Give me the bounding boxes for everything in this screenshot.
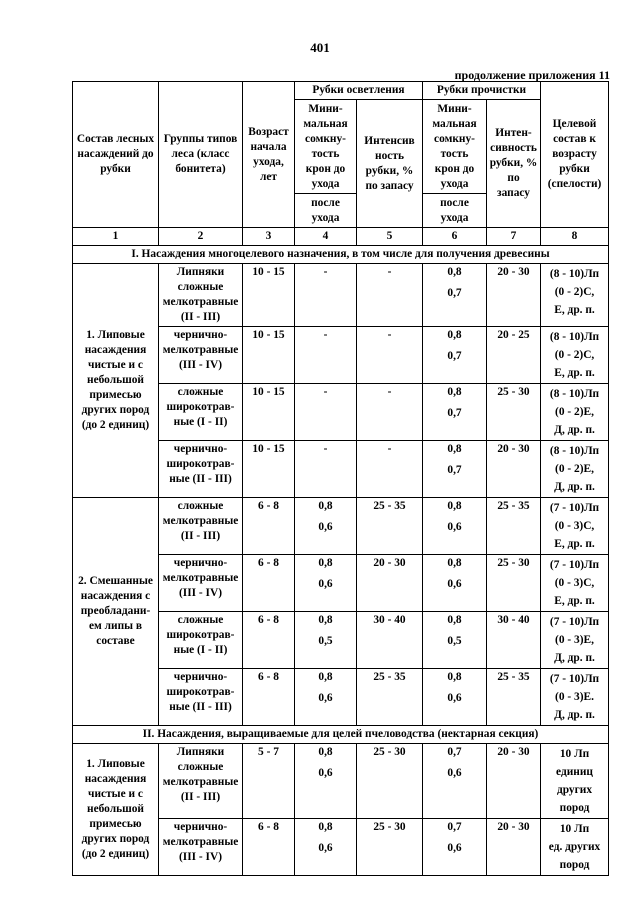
value-line: 0,6 (318, 842, 333, 854)
header-min-density-2 (423, 100, 487, 194)
table-row (73, 744, 609, 819)
header-start-age (243, 82, 295, 228)
header-target-composition (541, 82, 609, 228)
column-number: 3 (243, 228, 295, 246)
target-line: других (556, 784, 593, 796)
header-line: ухода (311, 211, 340, 224)
min-density-cleaning-cell (423, 327, 487, 384)
target-line: единиц (556, 766, 593, 778)
start-age-cell: 6 - 8 (243, 819, 295, 876)
min-density-lightening-cell (295, 819, 357, 876)
value-line: 0,7 (447, 746, 462, 758)
min-density-lightening-cell (295, 327, 357, 384)
composition-line: преобладани- (80, 605, 151, 617)
forest-type-cell (159, 498, 243, 555)
header-line: насаждений до (77, 148, 154, 160)
forest-type-cell (159, 612, 243, 669)
table-row (73, 264, 609, 327)
intensity-lightening-cell: 20 - 30 (357, 555, 423, 612)
target-composition-cell (541, 612, 609, 669)
intensity-lightening-cell: 25 - 35 (357, 498, 423, 555)
header-line: Состав лесных (76, 133, 155, 145)
intensity-lightening-cell: - (357, 327, 423, 384)
forest-type-line: мелкотравные (162, 296, 239, 308)
value-line: 0,7 (447, 821, 462, 833)
forest-type-line: (III - IV) (178, 587, 223, 599)
target-composition-cell (541, 327, 609, 384)
value-line: 0,7 (447, 464, 462, 476)
start-age-cell: 6 - 8 (243, 669, 295, 726)
forest-type-line: (II - III) (180, 311, 221, 323)
header-intensity-1 (357, 100, 423, 228)
value-line: 0,8 (318, 500, 333, 512)
target-line: (0 - 2)Е, (555, 463, 594, 475)
continuation-label: продолжение приложения 11 (454, 68, 610, 82)
forest-type-line: сложные (177, 614, 224, 626)
intensity-cleaning-cell: 25 - 30 (487, 384, 541, 441)
forestry-table (72, 81, 609, 876)
min-density-lightening-cell (295, 498, 357, 555)
intensity-lightening-cell: 30 - 40 (357, 612, 423, 669)
intensity-lightening-cell: 25 - 30 (357, 744, 423, 819)
target-line: 10 Лп (559, 748, 590, 760)
target-line: (0 - 2)С, (554, 286, 595, 298)
header-forest-type (159, 82, 243, 228)
target-line: (7 - 10)Лп (549, 673, 600, 685)
composition-line: ем липы в (88, 620, 143, 632)
start-age-cell: 10 - 15 (243, 264, 295, 327)
value-line: 0,8 (318, 671, 333, 683)
header-line: рубки (100, 163, 131, 175)
start-age-cell: 5 - 7 (243, 744, 295, 819)
header-group-cleaning: Рубки прочистки (423, 82, 541, 100)
header-line: Мини- (437, 102, 472, 115)
start-age-cell: 6 - 8 (243, 612, 295, 669)
target-line: ед. других (548, 841, 601, 853)
composition-line: 2. Смешанные (78, 575, 153, 587)
min-density-lightening-cell (295, 384, 357, 441)
forest-type-line: чернично- (173, 557, 228, 569)
intensity-cleaning-cell: 25 - 35 (487, 498, 541, 555)
target-line: Д, др. п. (554, 709, 595, 721)
header-line: ухода (440, 211, 469, 224)
forest-type-line: широкотрав- (166, 686, 235, 698)
intensity-lightening-cell: - (357, 264, 423, 327)
value-line: 0,6 (318, 767, 333, 779)
target-composition-cell (541, 384, 609, 441)
min-density-lightening-cell (295, 264, 357, 327)
intensity-cleaning-cell: 25 - 35 (487, 669, 541, 726)
target-line: Е, др. п. (554, 304, 595, 316)
header-line: крон до (305, 162, 346, 175)
target-line: (7 - 10)Лп (549, 616, 600, 628)
table-row (73, 498, 609, 555)
value-line: 0,6 (318, 692, 333, 704)
header-line: после (311, 196, 340, 209)
header-line: Возраст (248, 125, 289, 138)
value-line: 0,7 (447, 350, 462, 362)
composition-cell (73, 264, 159, 498)
forest-type-cell (159, 669, 243, 726)
intensity-lightening-cell: 25 - 30 (357, 819, 423, 876)
value-line: 0,6 (447, 521, 462, 533)
header-line: сомкну- (305, 132, 346, 145)
forest-type-line: Липняки (176, 746, 225, 758)
min-density-cleaning-cell (423, 384, 487, 441)
target-composition-cell (541, 819, 609, 876)
header-line: по (507, 172, 520, 184)
target-composition-cell (541, 264, 609, 327)
value-line: 0,8 (447, 671, 462, 683)
header-line: мальная (303, 117, 348, 130)
start-age-cell: 6 - 8 (243, 555, 295, 612)
header-composition (73, 82, 159, 228)
composition-cell (73, 498, 159, 726)
composition-line: (до 2 единиц) (81, 848, 150, 860)
target-line: пород (559, 859, 590, 871)
header-line: ухода (440, 177, 469, 190)
target-line: (8 - 10)Лп (549, 331, 600, 343)
forest-type-cell (159, 384, 243, 441)
forest-type-line: широкотрав- (166, 401, 235, 413)
target-line: (8 - 10)Лп (549, 388, 600, 400)
header-line: тость (311, 147, 340, 160)
min-density-cleaning-cell (423, 744, 487, 819)
header-line: лет (259, 170, 278, 183)
header-line: Группы типов (163, 133, 238, 145)
target-line: (0 - 3)Е. (555, 691, 594, 703)
forest-type-line: Липняки (176, 266, 225, 278)
intensity-cleaning-cell: 20 - 30 (487, 819, 541, 876)
value-line: 0,8 (447, 386, 462, 398)
header-line: Интен- (495, 127, 532, 139)
composition-line: (до 2 единиц) (81, 419, 150, 431)
composition-line: примесью (89, 389, 142, 401)
composition-line: небольшой (87, 374, 144, 386)
forest-type-line: чернично- (173, 671, 228, 683)
header-line: Целевой (552, 118, 597, 130)
header-line: леса (класс (171, 148, 230, 160)
target-line: (0 - 3)С, (554, 520, 595, 532)
column-number: 7 (487, 228, 541, 246)
column-number: 4 (295, 228, 357, 246)
column-number: 1 (73, 228, 159, 246)
intensity-cleaning-cell: 20 - 30 (487, 744, 541, 819)
forest-type-line: чернично- (173, 443, 228, 455)
composition-line: чистые и с (88, 788, 143, 800)
target-line: (0 - 2)Е, (555, 406, 594, 418)
value-line: 0,8 (447, 266, 462, 278)
start-age-cell: 6 - 8 (243, 498, 295, 555)
min-density-cleaning-cell (423, 441, 487, 498)
column-number: 2 (159, 228, 243, 246)
header-line: сомкну- (434, 132, 475, 145)
forest-type-cell (159, 555, 243, 612)
composition-line: чистые и с (88, 359, 143, 371)
intensity-lightening-cell: - (357, 441, 423, 498)
value-line: 0,6 (447, 842, 462, 854)
header-line: мальная (432, 117, 477, 130)
page-number: 401 (310, 40, 330, 55)
forest-type-line: (III - IV) (178, 359, 223, 371)
start-age-cell: 10 - 15 (243, 384, 295, 441)
target-line: (7 - 10)Лп (549, 502, 600, 514)
value-line: 0,8 (318, 557, 333, 569)
forest-type-line: мелкотравные (162, 776, 239, 788)
value-line: 0,6 (447, 692, 462, 704)
composition-line: насаждения (84, 773, 147, 785)
value-line: 0,5 (318, 635, 333, 647)
header-intensity-2 (487, 100, 541, 228)
forest-type-line: (II - III) (180, 530, 221, 542)
target-composition-cell (541, 669, 609, 726)
composition-line: насаждения с (80, 590, 151, 602)
forest-type-line: мелкотравные (162, 836, 239, 848)
value-line: 0,6 (447, 767, 462, 779)
value-line: - (323, 266, 328, 278)
start-age-cell: 10 - 15 (243, 327, 295, 384)
header-after-care-2 (423, 194, 487, 228)
target-composition-cell (541, 441, 609, 498)
value-line: - (323, 386, 328, 398)
header-line: начала (250, 140, 287, 153)
header-after-care-1 (295, 194, 357, 228)
min-density-cleaning-cell (423, 264, 487, 327)
value-line: 0,8 (447, 557, 462, 569)
intensity-cleaning-cell: 25 - 30 (487, 555, 541, 612)
intensity-lightening-cell: 25 - 35 (357, 669, 423, 726)
value-line: 0,7 (447, 287, 462, 299)
target-line: (0 - 2)С, (554, 349, 595, 361)
composition-line: 1. Липовые (86, 329, 145, 341)
min-density-cleaning-cell (423, 819, 487, 876)
min-density-cleaning-cell (423, 669, 487, 726)
header-line: ность (375, 149, 404, 162)
min-density-lightening-cell (295, 441, 357, 498)
header-line: рубки (559, 163, 590, 175)
header-line: ухода (311, 177, 340, 190)
header-group-lightening: Рубки осветления (295, 82, 423, 100)
target-composition-cell (541, 744, 609, 819)
column-number: 5 (357, 228, 423, 246)
value-line: 0,8 (447, 614, 462, 626)
value-line: 0,6 (318, 578, 333, 590)
value-line: 0,8 (447, 500, 462, 512)
value-line: - (323, 329, 328, 341)
forest-type-line: мелкотравные (162, 515, 239, 527)
value-line: 0,8 (447, 329, 462, 341)
target-line: (8 - 10)Лп (549, 268, 600, 280)
forest-type-line: ные (I - II) (173, 416, 228, 428)
header-line: ухода, (253, 155, 284, 168)
section-title: I. Насаждения многоцелевого назначения, в том числе для получения древесины (73, 246, 609, 264)
header-line: бонитета) (175, 163, 226, 175)
forest-type-line: ные (II - III) (169, 473, 232, 485)
min-density-cleaning-cell (423, 555, 487, 612)
composition-line: составе (96, 635, 135, 647)
forest-type-line: мелкотравные (162, 572, 239, 584)
target-composition-cell (541, 498, 609, 555)
composition-line: 1. Липовые (86, 758, 145, 770)
value-line: 0,8 (318, 821, 333, 833)
target-line: Е, др. п. (554, 538, 595, 550)
intensity-lightening-cell: - (357, 384, 423, 441)
column-number: 6 (423, 228, 487, 246)
target-line: (7 - 10)Лп (549, 559, 600, 571)
forest-type-line: сложные (177, 281, 224, 293)
value-line: 0,8 (318, 614, 333, 626)
header-line: запасу (497, 187, 530, 199)
forest-type-cell (159, 327, 243, 384)
value-line: 0,5 (447, 635, 462, 647)
header-line: состав к (553, 133, 596, 145)
min-density-cleaning-cell (423, 498, 487, 555)
forest-type-line: широкотрав- (166, 629, 235, 641)
composition-line: насаждения (84, 344, 147, 356)
min-density-lightening-cell (295, 612, 357, 669)
header-line: рубки, % (489, 157, 538, 169)
header-line: возрасту (552, 148, 597, 160)
value-line: - (323, 443, 328, 455)
header-line: Интенсив (364, 134, 415, 147)
target-line: Д, др. п. (554, 424, 595, 436)
forest-type-cell (159, 744, 243, 819)
column-number: 8 (541, 228, 609, 246)
forest-type-cell (159, 264, 243, 327)
forest-type-line: чернично- (173, 329, 228, 341)
forest-type-line: широкотрав- (166, 458, 235, 470)
intensity-cleaning-cell: 20 - 30 (487, 264, 541, 327)
target-line: пород (559, 802, 590, 814)
value-line: 0,8 (447, 443, 462, 455)
header-line: (спелости) (547, 178, 602, 190)
target-line: (0 - 3)Е, (555, 634, 594, 646)
header-line: рубки, % (365, 164, 414, 177)
min-density-lightening-cell (295, 669, 357, 726)
forest-type-line: (III - IV) (178, 851, 223, 863)
header-line: сивность (490, 142, 537, 154)
value-line: 0,6 (318, 521, 333, 533)
intensity-cleaning-cell: 20 - 25 (487, 327, 541, 384)
target-line: 10 Лп (559, 823, 590, 835)
min-density-cleaning-cell (423, 612, 487, 669)
composition-line: других пород (81, 404, 150, 416)
value-line: 0,8 (318, 746, 333, 758)
header-line: Мини- (308, 102, 343, 115)
composition-cell (73, 744, 159, 876)
value-line: 0,7 (447, 407, 462, 419)
intensity-cleaning-cell: 30 - 40 (487, 612, 541, 669)
forest-type-line: мелкотравные (162, 344, 239, 356)
header-line: крон до (434, 162, 475, 175)
target-line: (0 - 3)С, (554, 577, 595, 589)
forest-type-line: сложные (177, 500, 224, 512)
min-density-lightening-cell (295, 744, 357, 819)
forest-type-line: сложные (177, 386, 224, 398)
header-line: тость (440, 147, 469, 160)
header-line: после (440, 196, 469, 209)
composition-line: других пород (81, 833, 150, 845)
forest-type-line: ные (II - III) (169, 701, 232, 713)
forest-type-line: (II - III) (180, 791, 221, 803)
forest-type-cell (159, 441, 243, 498)
header-line: по запасу (365, 179, 414, 192)
forest-type-line: чернично- (173, 821, 228, 833)
composition-line: примесью (89, 818, 142, 830)
value-line: 0,6 (447, 578, 462, 590)
forest-type-line: ные (I - II) (173, 644, 228, 656)
target-line: Е, др. п. (554, 367, 595, 379)
start-age-cell: 10 - 15 (243, 441, 295, 498)
target-line: (8 - 10)Лп (549, 445, 600, 457)
forest-type-line: сложные (177, 761, 224, 773)
target-line: Е, др. п. (554, 595, 595, 607)
target-line: Д, др. п. (554, 481, 595, 493)
intensity-cleaning-cell: 20 - 30 (487, 441, 541, 498)
header-min-density-1 (295, 100, 357, 194)
target-line: Д, др. п. (554, 652, 595, 664)
forest-type-cell (159, 819, 243, 876)
target-composition-cell (541, 555, 609, 612)
composition-line: небольшой (87, 803, 144, 815)
min-density-lightening-cell (295, 555, 357, 612)
section-title: II. Насаждения, выращиваемые для целей пчеловодства (нектарная секция) (73, 726, 609, 744)
